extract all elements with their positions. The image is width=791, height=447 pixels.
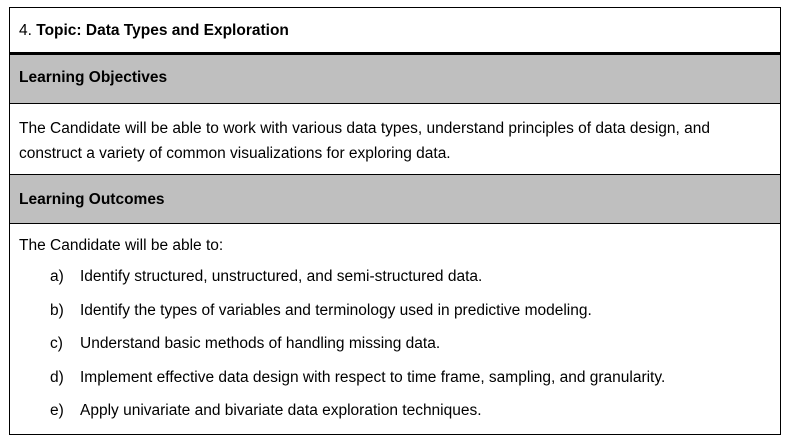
outcome-text: Implement effective data design with respect to time frame, sampling, and granularity.: [80, 368, 666, 386]
learning-objectives-header: Learning Objectives: [10, 55, 780, 104]
outcome-item-b: [50, 301, 770, 321]
outcome-text: Understand basic methods of handling missing data.: [80, 335, 441, 352]
outcome-text: Identify structured, unstructured, and semi-structured data.: [80, 268, 483, 285]
outcome-letter: e): [50, 402, 64, 419]
learning-outcomes-header: Learning Outcomes: [10, 175, 780, 224]
topic-row: [10, 8, 780, 55]
outcome-text: Apply univariate and bivariate data exploration techniques.: [80, 402, 482, 419]
outcome-text: Identify the types of variables and terminology used in predictive modeling.: [80, 301, 592, 319]
syllabus-table: [9, 7, 781, 435]
learning-outcomes-body: [10, 224, 780, 434]
outcome-letter: c): [50, 335, 63, 352]
learning-outcomes-list: [19, 267, 770, 421]
outcome-item-e: [50, 401, 770, 421]
topic-title: Topic: Data Types and Exploration: [36, 22, 289, 39]
outcome-letter: d): [50, 368, 64, 386]
outcome-letter: a): [50, 268, 64, 285]
outcome-item-c: [50, 334, 770, 354]
outcome-letter: b): [50, 301, 64, 319]
learning-objectives-text: The Candidate will be able to work with various data types, understand principles of data design, and construct a variety of common visualizations for exploring data.: [10, 104, 780, 175]
topic-number: 4.: [19, 22, 32, 39]
learning-outcomes-intro: The Candidate will be able to:: [19, 237, 224, 254]
outcome-item-d: [50, 368, 770, 388]
outcome-item-a: [50, 267, 770, 287]
